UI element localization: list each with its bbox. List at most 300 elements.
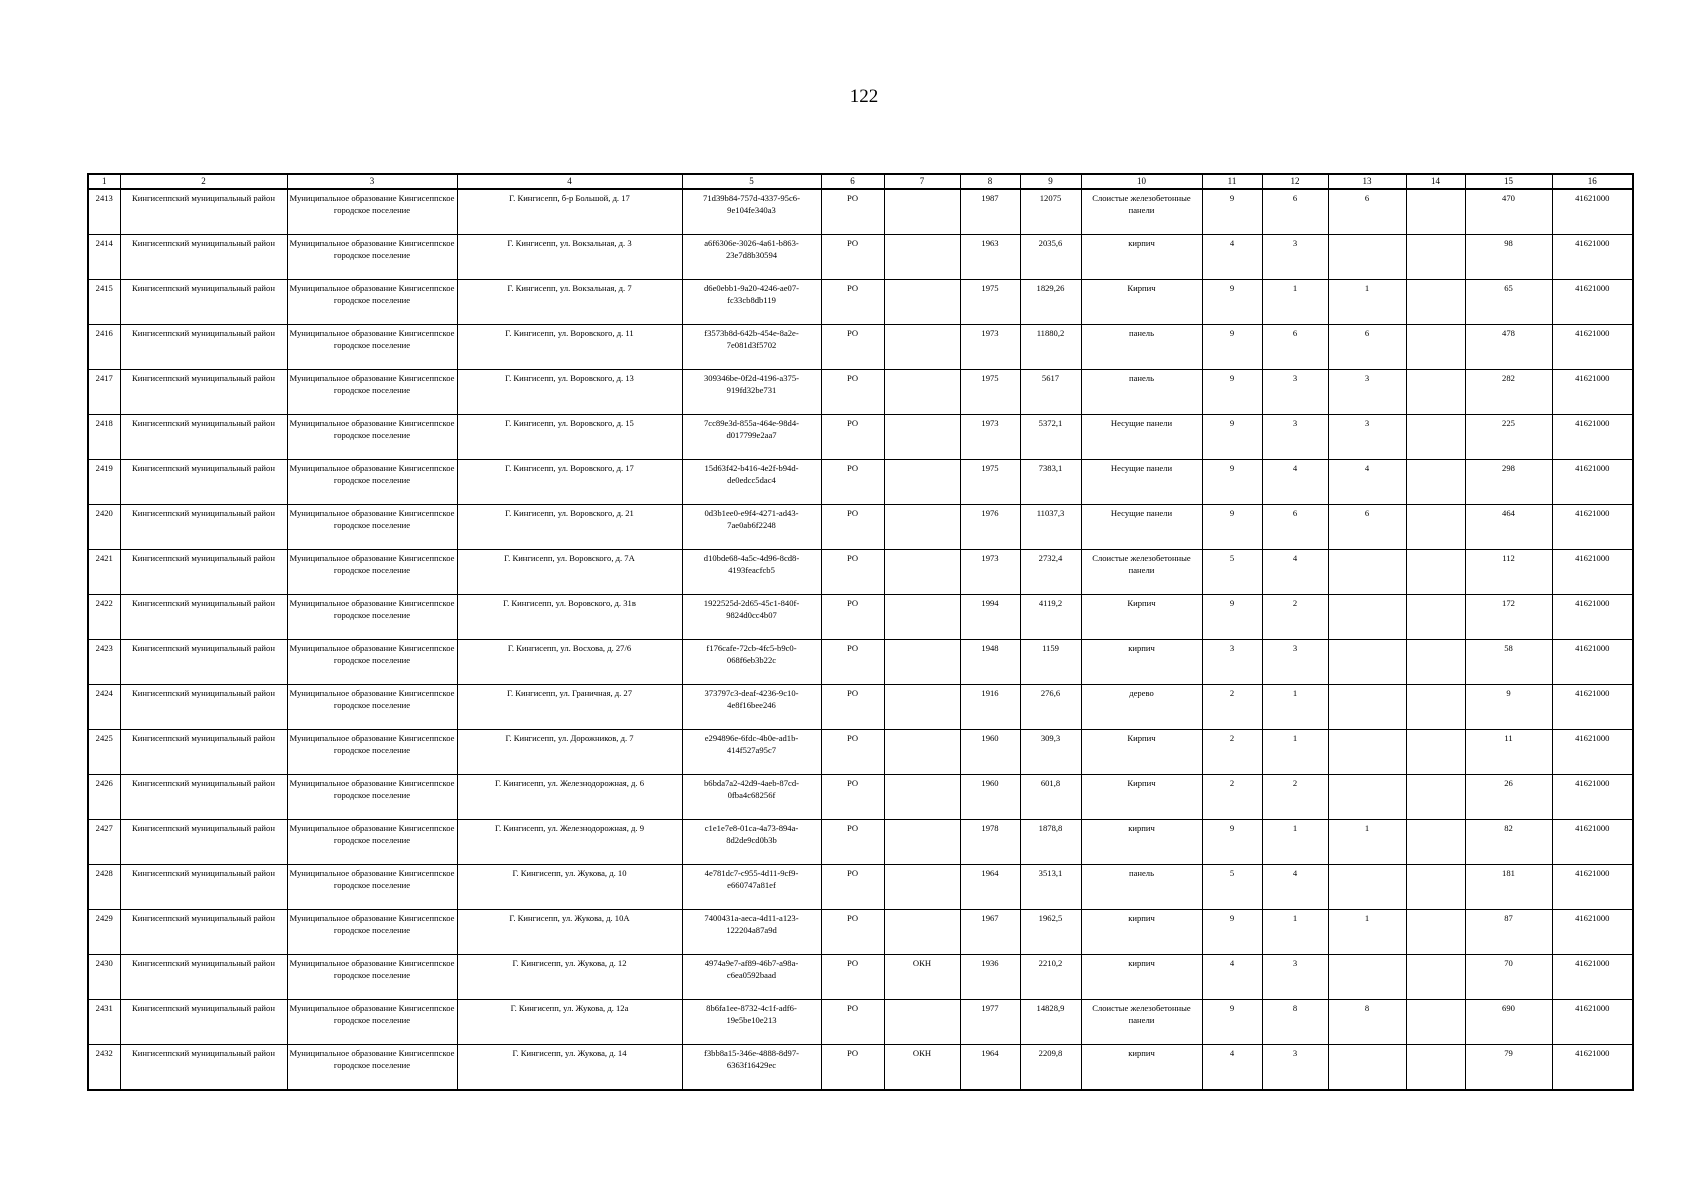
table-cell-col-14 [1406, 550, 1465, 595]
housing-register-table [87, 173, 1634, 1091]
table-cell-col-14 [1406, 189, 1465, 235]
table-row [88, 325, 1633, 370]
table-cell-col-4: Г. Кингисепп, ул. Воровского, д. 17 [457, 460, 682, 505]
table-cell-col-6: РО [821, 325, 884, 370]
table-cell-col-14 [1406, 595, 1465, 640]
table-cell-col-4: Г. Кингисепп, ул. Воровского, д. 31в [457, 595, 682, 640]
table-cell-col-9: 5372,1 [1020, 415, 1081, 460]
table-cell-col-5: 373797c3-deaf-4236-9c10-4e8f16bee246 [682, 685, 821, 730]
table-cell-col-13: 6 [1328, 325, 1406, 370]
table-cell-col-6: РО [821, 730, 884, 775]
table-cell-col-12: 1 [1262, 820, 1328, 865]
table-cell-col-2: Кингисеппский муниципальный район [120, 505, 287, 550]
column-header-15: 15 [1465, 174, 1552, 189]
table-cell-col-13 [1328, 550, 1406, 595]
table-cell-col-15: 11 [1465, 730, 1552, 775]
table-cell-col-4: Г. Кингисепп, ул. Воровского, д. 15 [457, 415, 682, 460]
table-cell-col-12: 3 [1262, 1045, 1328, 1091]
column-header-11: 11 [1202, 174, 1262, 189]
table-cell-col-12: 1 [1262, 280, 1328, 325]
table-cell-col-4: Г. Кингисепп, б-р Большой, д. 17 [457, 189, 682, 235]
table-cell-col-13 [1328, 730, 1406, 775]
table-row [88, 640, 1633, 685]
table-cell-col-5: c1e1e7e8-01ca-4a73-894a-8d2de9cd0b3b [682, 820, 821, 865]
column-header-5: 5 [682, 174, 821, 189]
table-cell-col-3: Муниципальное образование Кингисеппское городское поселение [287, 280, 457, 325]
table-cell-col-6: РО [821, 640, 884, 685]
table-cell-col-8: 1978 [960, 820, 1020, 865]
table-cell-col-16: 41621000 [1552, 235, 1633, 280]
table-cell-col-8: 1975 [960, 370, 1020, 415]
table-row [88, 820, 1633, 865]
table-cell-col-12: 4 [1262, 865, 1328, 910]
table-cell-col-3: Муниципальное образование Кингисеппское городское поселение [287, 595, 457, 640]
table-cell-col-4: Г. Кингисепп, ул. Воровского, д. 7А [457, 550, 682, 595]
table-row [88, 189, 1633, 235]
table-cell-col-10: кирпич [1081, 910, 1202, 955]
table-cell-col-3: Муниципальное образование Кингисеппское городское поселение [287, 820, 457, 865]
table-cell-col-12: 6 [1262, 325, 1328, 370]
table-cell-col-10: кирпич [1081, 820, 1202, 865]
table-cell-col-4: Г. Кингисепп, ул. Жукова, д. 14 [457, 1045, 682, 1091]
table-cell-col-7 [884, 189, 960, 235]
table-cell-col-2: Кингисеппский муниципальный район [120, 820, 287, 865]
table-cell-col-9: 2732,4 [1020, 550, 1081, 595]
table-cell-col-12: 3 [1262, 640, 1328, 685]
table-cell-col-2: Кингисеппский муниципальный район [120, 325, 287, 370]
column-header-4: 4 [457, 174, 682, 189]
table-cell-col-15: 65 [1465, 280, 1552, 325]
table-cell-col-8: 1960 [960, 775, 1020, 820]
table-cell-col-9: 3513,1 [1020, 865, 1081, 910]
table-cell-col-5: f176cafe-72cb-4fc5-b9c0-068f6eb3b22c [682, 640, 821, 685]
table-cell-col-3: Муниципальное образование Кингисеппское городское поселение [287, 235, 457, 280]
table-cell-col-4: Г. Кингисепп, ул. Жукова, д. 12а [457, 1000, 682, 1045]
table-cell-col-13 [1328, 595, 1406, 640]
table-cell-col-5: e294896e-6fdc-4b0e-ad1b-414f527a95c7 [682, 730, 821, 775]
table-cell-col-10: панель [1081, 370, 1202, 415]
table-cell-col-14 [1406, 865, 1465, 910]
table-cell-col-7 [884, 730, 960, 775]
table-cell-col-10: Несущие панели [1081, 505, 1202, 550]
table-cell-col-4: Г. Кингисепп, ул. Железнодорожная, д. 6 [457, 775, 682, 820]
table-row [88, 235, 1633, 280]
table-cell-col-12: 2 [1262, 595, 1328, 640]
table-cell-col-12: 8 [1262, 1000, 1328, 1045]
table-cell-col-7 [884, 325, 960, 370]
table-cell-col-3: Муниципальное образование Кингисеппское городское поселение [287, 955, 457, 1000]
table-row [88, 865, 1633, 910]
table-cell-col-4: Г. Кингисепп, ул. Вокзальная, д. 7 [457, 280, 682, 325]
table-cell-col-1: 2428 [88, 865, 120, 910]
table-cell-col-2: Кингисеппский муниципальный район [120, 775, 287, 820]
table-cell-col-8: 1960 [960, 730, 1020, 775]
table-cell-col-11: 9 [1202, 280, 1262, 325]
table-cell-col-2: Кингисеппский муниципальный район [120, 955, 287, 1000]
table-cell-col-3: Муниципальное образование Кингисеппское городское поселение [287, 685, 457, 730]
column-number-row [88, 174, 1633, 189]
table-cell-col-4: Г. Кингисепп, ул. Граничная, д. 27 [457, 685, 682, 730]
table-cell-col-10: Кирпич [1081, 730, 1202, 775]
table-cell-col-11: 9 [1202, 325, 1262, 370]
table-cell-col-13: 4 [1328, 460, 1406, 505]
table-cell-col-16: 41621000 [1552, 730, 1633, 775]
table-cell-col-7 [884, 685, 960, 730]
table-row [88, 505, 1633, 550]
table-cell-col-11: 4 [1202, 235, 1262, 280]
table-cell-col-2: Кингисеппский муниципальный район [120, 865, 287, 910]
table-cell-col-12: 6 [1262, 189, 1328, 235]
table-cell-col-10: Кирпич [1081, 280, 1202, 325]
table-cell-col-7 [884, 550, 960, 595]
table-cell-col-15: 690 [1465, 1000, 1552, 1045]
table-cell-col-11: 4 [1202, 955, 1262, 1000]
table-cell-col-14 [1406, 280, 1465, 325]
table-cell-col-11: 5 [1202, 865, 1262, 910]
table-cell-col-1: 2413 [88, 189, 120, 235]
table-cell-col-5: 4e781dc7-c955-4d11-9cf9-e660747a81ef [682, 865, 821, 910]
table-row [88, 1045, 1633, 1091]
table-cell-col-1: 2423 [88, 640, 120, 685]
table-row [88, 460, 1633, 505]
table-cell-col-14 [1406, 640, 1465, 685]
table-row [88, 685, 1633, 730]
table-cell-col-15: 181 [1465, 865, 1552, 910]
table-cell-col-11: 9 [1202, 910, 1262, 955]
table-cell-col-10: Слоистые железобетонные панели [1081, 189, 1202, 235]
column-header-9: 9 [1020, 174, 1081, 189]
table-cell-col-5: 7cc89e3d-855a-464e-98d4-d017799e2aa7 [682, 415, 821, 460]
table-cell-col-4: Г. Кингисепп, ул. Восхова, д. 27/6 [457, 640, 682, 685]
table-cell-col-5: 71d39b84-757d-4337-95c6-9e104fe340a3 [682, 189, 821, 235]
table-cell-col-13: 6 [1328, 189, 1406, 235]
table-cell-col-2: Кингисеппский муниципальный район [120, 1045, 287, 1091]
table-cell-col-15: 298 [1465, 460, 1552, 505]
table-cell-col-7 [884, 865, 960, 910]
table-cell-col-8: 1967 [960, 910, 1020, 955]
table-cell-col-12: 3 [1262, 955, 1328, 1000]
table-cell-col-10: Несущие панели [1081, 460, 1202, 505]
table-cell-col-12: 3 [1262, 235, 1328, 280]
table-cell-col-13 [1328, 685, 1406, 730]
table-cell-col-8: 1973 [960, 325, 1020, 370]
table-cell-col-13 [1328, 640, 1406, 685]
column-header-14: 14 [1406, 174, 1465, 189]
table-cell-col-16: 41621000 [1552, 1045, 1633, 1091]
table-cell-col-8: 1987 [960, 189, 1020, 235]
table-cell-col-2: Кингисеппский муниципальный район [120, 640, 287, 685]
table-cell-col-10: дерево [1081, 685, 1202, 730]
table-cell-col-7 [884, 1000, 960, 1045]
table-row [88, 595, 1633, 640]
table-cell-col-13 [1328, 1045, 1406, 1091]
table-cell-col-4: Г. Кингисепп, ул. Вокзальная, д. 3 [457, 235, 682, 280]
table-body [88, 189, 1633, 1090]
column-header-13: 13 [1328, 174, 1406, 189]
table-cell-col-9: 11037,3 [1020, 505, 1081, 550]
table-cell-col-1: 2418 [88, 415, 120, 460]
table-cell-col-15: 79 [1465, 1045, 1552, 1091]
table-cell-col-6: РО [821, 955, 884, 1000]
table-cell-col-12: 1 [1262, 730, 1328, 775]
table-cell-col-13: 6 [1328, 505, 1406, 550]
table-cell-col-11: 9 [1202, 595, 1262, 640]
table-cell-col-3: Муниципальное образование Кингисеппское городское поселение [287, 1045, 457, 1091]
table-cell-col-9: 1159 [1020, 640, 1081, 685]
table-cell-col-16: 41621000 [1552, 865, 1633, 910]
table-cell-col-13 [1328, 955, 1406, 1000]
table-row [88, 955, 1633, 1000]
column-header-10: 10 [1081, 174, 1202, 189]
table-cell-col-11: 9 [1202, 370, 1262, 415]
table-cell-col-12: 3 [1262, 370, 1328, 415]
table-cell-col-16: 41621000 [1552, 415, 1633, 460]
table-cell-col-1: 2419 [88, 460, 120, 505]
table-cell-col-6: РО [821, 235, 884, 280]
table-cell-col-5: 1922525d-2d65-45c1-840f-9824d0cc4b07 [682, 595, 821, 640]
table-cell-col-9: 11880,2 [1020, 325, 1081, 370]
table-cell-col-1: 2432 [88, 1045, 120, 1091]
table-cell-col-15: 26 [1465, 775, 1552, 820]
table-cell-col-12: 2 [1262, 775, 1328, 820]
table-cell-col-13: 8 [1328, 1000, 1406, 1045]
table-cell-col-14 [1406, 955, 1465, 1000]
table-cell-col-14 [1406, 505, 1465, 550]
table-cell-col-4: Г. Кингисепп, ул. Воровского, д. 11 [457, 325, 682, 370]
table-cell-col-13: 1 [1328, 280, 1406, 325]
column-header-7: 7 [884, 174, 960, 189]
table-cell-col-3: Муниципальное образование Кингисеппское городское поселение [287, 370, 457, 415]
table-cell-col-15: 70 [1465, 955, 1552, 1000]
table-row [88, 550, 1633, 595]
table-cell-col-6: РО [821, 370, 884, 415]
table-cell-col-4: Г. Кингисепп, ул. Жукова, д. 10А [457, 910, 682, 955]
table-cell-col-7 [884, 640, 960, 685]
table-cell-col-7 [884, 595, 960, 640]
table-cell-col-15: 98 [1465, 235, 1552, 280]
table-cell-col-8: 1936 [960, 955, 1020, 1000]
table-cell-col-15: 470 [1465, 189, 1552, 235]
table-cell-col-16: 41621000 [1552, 685, 1633, 730]
table-cell-col-16: 41621000 [1552, 370, 1633, 415]
table-cell-col-6: РО [821, 595, 884, 640]
table-cell-col-10: кирпич [1081, 640, 1202, 685]
table-cell-col-7 [884, 820, 960, 865]
column-header-6: 6 [821, 174, 884, 189]
table-cell-col-6: РО [821, 910, 884, 955]
table-cell-col-5: a6f6306e-3026-4a61-b863-23e7d8b30594 [682, 235, 821, 280]
table-cell-col-3: Муниципальное образование Кингисеппское городское поселение [287, 910, 457, 955]
table-cell-col-9: 1878,8 [1020, 820, 1081, 865]
table-cell-col-11: 9 [1202, 189, 1262, 235]
table-cell-col-8: 1964 [960, 865, 1020, 910]
table-cell-col-2: Кингисеппский муниципальный район [120, 910, 287, 955]
table-cell-col-3: Муниципальное образование Кингисеппское городское поселение [287, 460, 457, 505]
table-cell-col-3: Муниципальное образование Кингисеппское городское поселение [287, 775, 457, 820]
table-cell-col-10: Кирпич [1081, 595, 1202, 640]
table-cell-col-2: Кингисеппский муниципальный район [120, 370, 287, 415]
table-cell-col-15: 82 [1465, 820, 1552, 865]
table-cell-col-5: 309346be-0f2d-4196-a375-919fd32be731 [682, 370, 821, 415]
table-cell-col-9: 601,8 [1020, 775, 1081, 820]
table-cell-col-1: 2416 [88, 325, 120, 370]
table-cell-col-4: Г. Кингисепп, ул. Железнодорожная, д. 9 [457, 820, 682, 865]
table-cell-col-7 [884, 235, 960, 280]
table-cell-col-14 [1406, 235, 1465, 280]
table-cell-col-8: 1964 [960, 1045, 1020, 1091]
table-cell-col-3: Муниципальное образование Кингисеппское городское поселение [287, 415, 457, 460]
table-cell-col-13 [1328, 865, 1406, 910]
table-cell-col-1: 2422 [88, 595, 120, 640]
table-cell-col-13: 1 [1328, 820, 1406, 865]
table-cell-col-1: 2424 [88, 685, 120, 730]
table-cell-col-2: Кингисеппский муниципальный район [120, 685, 287, 730]
table-cell-col-6: РО [821, 865, 884, 910]
table-row [88, 910, 1633, 955]
table-cell-col-6: РО [821, 280, 884, 325]
table-cell-col-7 [884, 370, 960, 415]
table-cell-col-2: Кингисеппский муниципальный район [120, 730, 287, 775]
page-number: 122 [849, 86, 879, 107]
table-cell-col-14 [1406, 325, 1465, 370]
table-cell-col-3: Муниципальное образование Кингисеппское городское поселение [287, 325, 457, 370]
table-cell-col-6: РО [821, 685, 884, 730]
table-cell-col-16: 41621000 [1552, 640, 1633, 685]
table-cell-col-6: РО [821, 460, 884, 505]
table-cell-col-14 [1406, 460, 1465, 505]
table-cell-col-16: 41621000 [1552, 550, 1633, 595]
table-cell-col-4: Г. Кингисепп, ул. Воровского, д. 13 [457, 370, 682, 415]
table-cell-col-14 [1406, 370, 1465, 415]
table-cell-col-10: панель [1081, 325, 1202, 370]
table-cell-col-6: РО [821, 1000, 884, 1045]
table-cell-col-5: f3bb8a15-346e-4888-8d97-6363f16429ec [682, 1045, 821, 1091]
table-cell-col-3: Муниципальное образование Кингисеппское городское поселение [287, 730, 457, 775]
table-cell-col-14 [1406, 910, 1465, 955]
table-cell-col-6: РО [821, 1045, 884, 1091]
table-cell-col-8: 1975 [960, 460, 1020, 505]
table-cell-col-4: Г. Кингисепп, ул. Жукова, д. 10 [457, 865, 682, 910]
table-cell-col-7: ОКН [884, 1045, 960, 1091]
table-cell-col-1: 2425 [88, 730, 120, 775]
table-cell-col-15: 112 [1465, 550, 1552, 595]
table-cell-col-3: Муниципальное образование Кингисеппское городское поселение [287, 550, 457, 595]
table-cell-col-10: Слоистые железобетонные панели [1081, 550, 1202, 595]
table-cell-col-2: Кингисеппский муниципальный район [120, 280, 287, 325]
table-cell-col-9: 2035,6 [1020, 235, 1081, 280]
table-cell-col-5: 7400431a-aeca-4d11-a123-122204a87a9d [682, 910, 821, 955]
table-row [88, 730, 1633, 775]
table-cell-col-7 [884, 280, 960, 325]
table-cell-col-1: 2417 [88, 370, 120, 415]
table-cell-col-11: 9 [1202, 460, 1262, 505]
table-cell-col-15: 9 [1465, 685, 1552, 730]
table-cell-col-7 [884, 460, 960, 505]
table-cell-col-7 [884, 775, 960, 820]
table-cell-col-15: 58 [1465, 640, 1552, 685]
table-cell-col-4: Г. Кингисепп, ул. Дорожников, д. 7 [457, 730, 682, 775]
table-cell-col-10: Несущие панели [1081, 415, 1202, 460]
table-cell-col-12: 4 [1262, 550, 1328, 595]
table-cell-col-12: 6 [1262, 505, 1328, 550]
table-cell-col-14 [1406, 1000, 1465, 1045]
table-cell-col-16: 41621000 [1552, 280, 1633, 325]
table-cell-col-10: Кирпич [1081, 775, 1202, 820]
table-cell-col-8: 1975 [960, 280, 1020, 325]
column-header-2: 2 [120, 174, 287, 189]
table-cell-col-16: 41621000 [1552, 1000, 1633, 1045]
table-cell-col-11: 5 [1202, 550, 1262, 595]
table-cell-col-14 [1406, 820, 1465, 865]
table-cell-col-12: 1 [1262, 685, 1328, 730]
table-cell-col-9: 2210,2 [1020, 955, 1081, 1000]
table-cell-col-14 [1406, 415, 1465, 460]
table-cell-col-1: 2430 [88, 955, 120, 1000]
table-cell-col-9: 1829,26 [1020, 280, 1081, 325]
table-cell-col-2: Кингисеппский муниципальный район [120, 189, 287, 235]
column-header-1: 1 [88, 174, 120, 189]
table-cell-col-13: 3 [1328, 415, 1406, 460]
table-cell-col-2: Кингисеппский муниципальный район [120, 460, 287, 505]
table-cell-col-15: 87 [1465, 910, 1552, 955]
table-cell-col-1: 2426 [88, 775, 120, 820]
table-cell-col-15: 282 [1465, 370, 1552, 415]
table-cell-col-10: кирпич [1081, 1045, 1202, 1091]
table-cell-col-11: 2 [1202, 685, 1262, 730]
table-cell-col-16: 41621000 [1552, 955, 1633, 1000]
table-cell-col-2: Кингисеппский муниципальный район [120, 595, 287, 640]
table-cell-col-5: d6e0ebb1-9a20-4246-ae07-fc33cb8db119 [682, 280, 821, 325]
table-cell-col-5: f3573b8d-642b-454e-8a2e-7e081d3f5702 [682, 325, 821, 370]
table-cell-col-3: Муниципальное образование Кингисеппское городское поселение [287, 189, 457, 235]
column-header-8: 8 [960, 174, 1020, 189]
table-cell-col-6: РО [821, 775, 884, 820]
table-cell-col-8: 1973 [960, 550, 1020, 595]
table-cell-col-8: 1973 [960, 415, 1020, 460]
table-cell-col-9: 12075 [1020, 189, 1081, 235]
table-cell-col-9: 276,6 [1020, 685, 1081, 730]
table-row [88, 775, 1633, 820]
table-cell-col-1: 2421 [88, 550, 120, 595]
table-cell-col-8: 1977 [960, 1000, 1020, 1045]
table-cell-col-11: 4 [1202, 1045, 1262, 1091]
table-cell-col-3: Муниципальное образование Кингисеппское городское поселение [287, 505, 457, 550]
table-cell-col-9: 7383,1 [1020, 460, 1081, 505]
table-cell-col-16: 41621000 [1552, 595, 1633, 640]
table-cell-col-3: Муниципальное образование Кингисеппское городское поселение [287, 865, 457, 910]
table-cell-col-11: 2 [1202, 775, 1262, 820]
table-cell-col-15: 464 [1465, 505, 1552, 550]
table-cell-col-3: Муниципальное образование Кингисеппское городское поселение [287, 640, 457, 685]
table-cell-col-5: d10bde68-4a5c-4d96-8cd8-4193feacfcb5 [682, 550, 821, 595]
table-row [88, 1000, 1633, 1045]
table-cell-col-9: 1962,5 [1020, 910, 1081, 955]
table-cell-col-16: 41621000 [1552, 820, 1633, 865]
table-cell-col-11: 9 [1202, 505, 1262, 550]
table-cell-col-11: 2 [1202, 730, 1262, 775]
table-cell-col-5: b6bda7a2-42d9-4aeb-87cd-0fba4c68256f [682, 775, 821, 820]
table-cell-col-2: Кингисеппский муниципальный район [120, 235, 287, 280]
table-cell-col-15: 225 [1465, 415, 1552, 460]
table-cell-col-1: 2414 [88, 235, 120, 280]
table-cell-col-8: 1916 [960, 685, 1020, 730]
table-cell-col-1: 2429 [88, 910, 120, 955]
table-cell-col-9: 5617 [1020, 370, 1081, 415]
table-cell-col-15: 172 [1465, 595, 1552, 640]
table-cell-col-10: кирпич [1081, 955, 1202, 1000]
table-cell-col-1: 2431 [88, 1000, 120, 1045]
table-cell-col-8: 1994 [960, 595, 1020, 640]
